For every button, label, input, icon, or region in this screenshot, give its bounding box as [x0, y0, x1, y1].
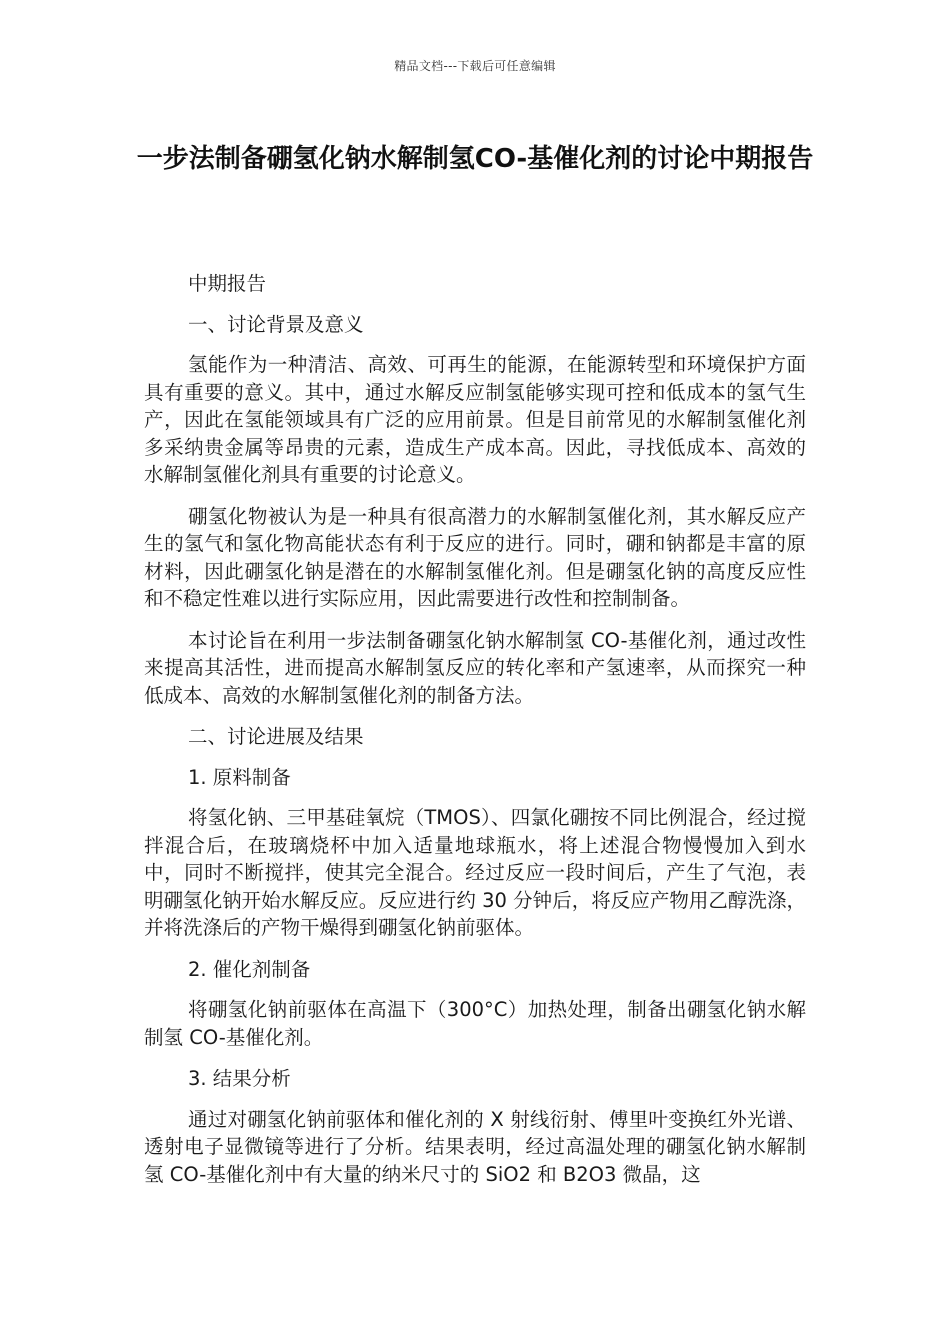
subheading-results: 3. 结果分析: [188, 1067, 291, 1090]
section-heading-progress: 二、讨论进展及结果: [188, 725, 364, 748]
section-heading-background: 一、讨论背景及意义: [188, 312, 364, 336]
header-note: 精品文档---下载后可任意编辑: [394, 59, 556, 73]
document-title: 一步法制备硼氢化钠水解制氢CO-基催化剂的讨论中期报告: [136, 144, 814, 174]
subheading-raw-materials: 1. 原料制备: [188, 765, 291, 789]
paragraph-hydrogen-energy: 氢能作为一种清洁、高效、可再生的能源，在能源转型和环境保护方面具有重要的意义。其中，通过水解反应制氢能够实现可控和低成本的氢气生产，因此在氢能领域具有广泛的应用前景。但是目前常见的水解制氢催化剂多采纳贵金属等昂贵的元素，造成生产成本高。因此，寻找低成本、高效的水解制氢催化剂具有重要的讨论意义。: [144, 353, 806, 486]
subheading-catalyst-prep: 2. 催化剂制备: [188, 957, 311, 981]
paragraph-results: 通过对硼氢化钠前驱体和催化剂的 X 射线衍射、傅里叶变换红外光谱、透射电子显微镜等进行了分析。结果表明，经过高温处理的硼氢化钠水解制氢 CO-基催化剂中有大量的纳米尺寸的 SiO2 和 B2O3 微晶，这: [144, 1107, 806, 1186]
report-label: 中期报告: [188, 272, 267, 295]
paragraph-borohydride: 硼氢化物被认为是一种具有很高潜力的水解制氢催化剂，其水解反应产生的氢气和氢化物高能状态有利于反应的进行。同时，硼和钠都是丰富的原材料，因此硼氢化钠是潜在的水解制氢催化剂。但是硼氢化钠的高度反应性和不稳定性难以进行实际应用，因此需要进行改性和控制制备。: [144, 504, 806, 610]
document-body: [144, 270, 806, 1202]
paragraph-catalyst-prep: 将硼氢化钠前驱体在高温下（300°C）加热处理，制备出硼氢化钠水解制氢 CO-基催化剂。: [144, 998, 806, 1049]
paragraph-raw-materials: 将氢化钠、三甲基硅氧烷（TMOS）、四氯化硼按不同比例混合，经过搅拌混合后，在玻璃烧杯中加入适量地球瓶水，将上述混合物慢慢加入到水中，同时不断搅拌，使其完全混合。经过反应一段时间后，产生了气泡，表明硼氢化钠开始水解反应。反应进行约 30 分钟后，将反应产物用乙醇洗涤，并将洗涤后的产物干燥得到硼氢化钠前驱体。: [144, 806, 806, 939]
paragraph-research-aim: 本讨论旨在利用一步法制备硼氢化钠水解制氢 CO-基催化剂，通过改性来提高其活性，进而提高水解制氢反应的转化率和产氢速率，从而探究一种低成本、高效的水解制氢催化剂的制备方法。: [144, 628, 806, 707]
